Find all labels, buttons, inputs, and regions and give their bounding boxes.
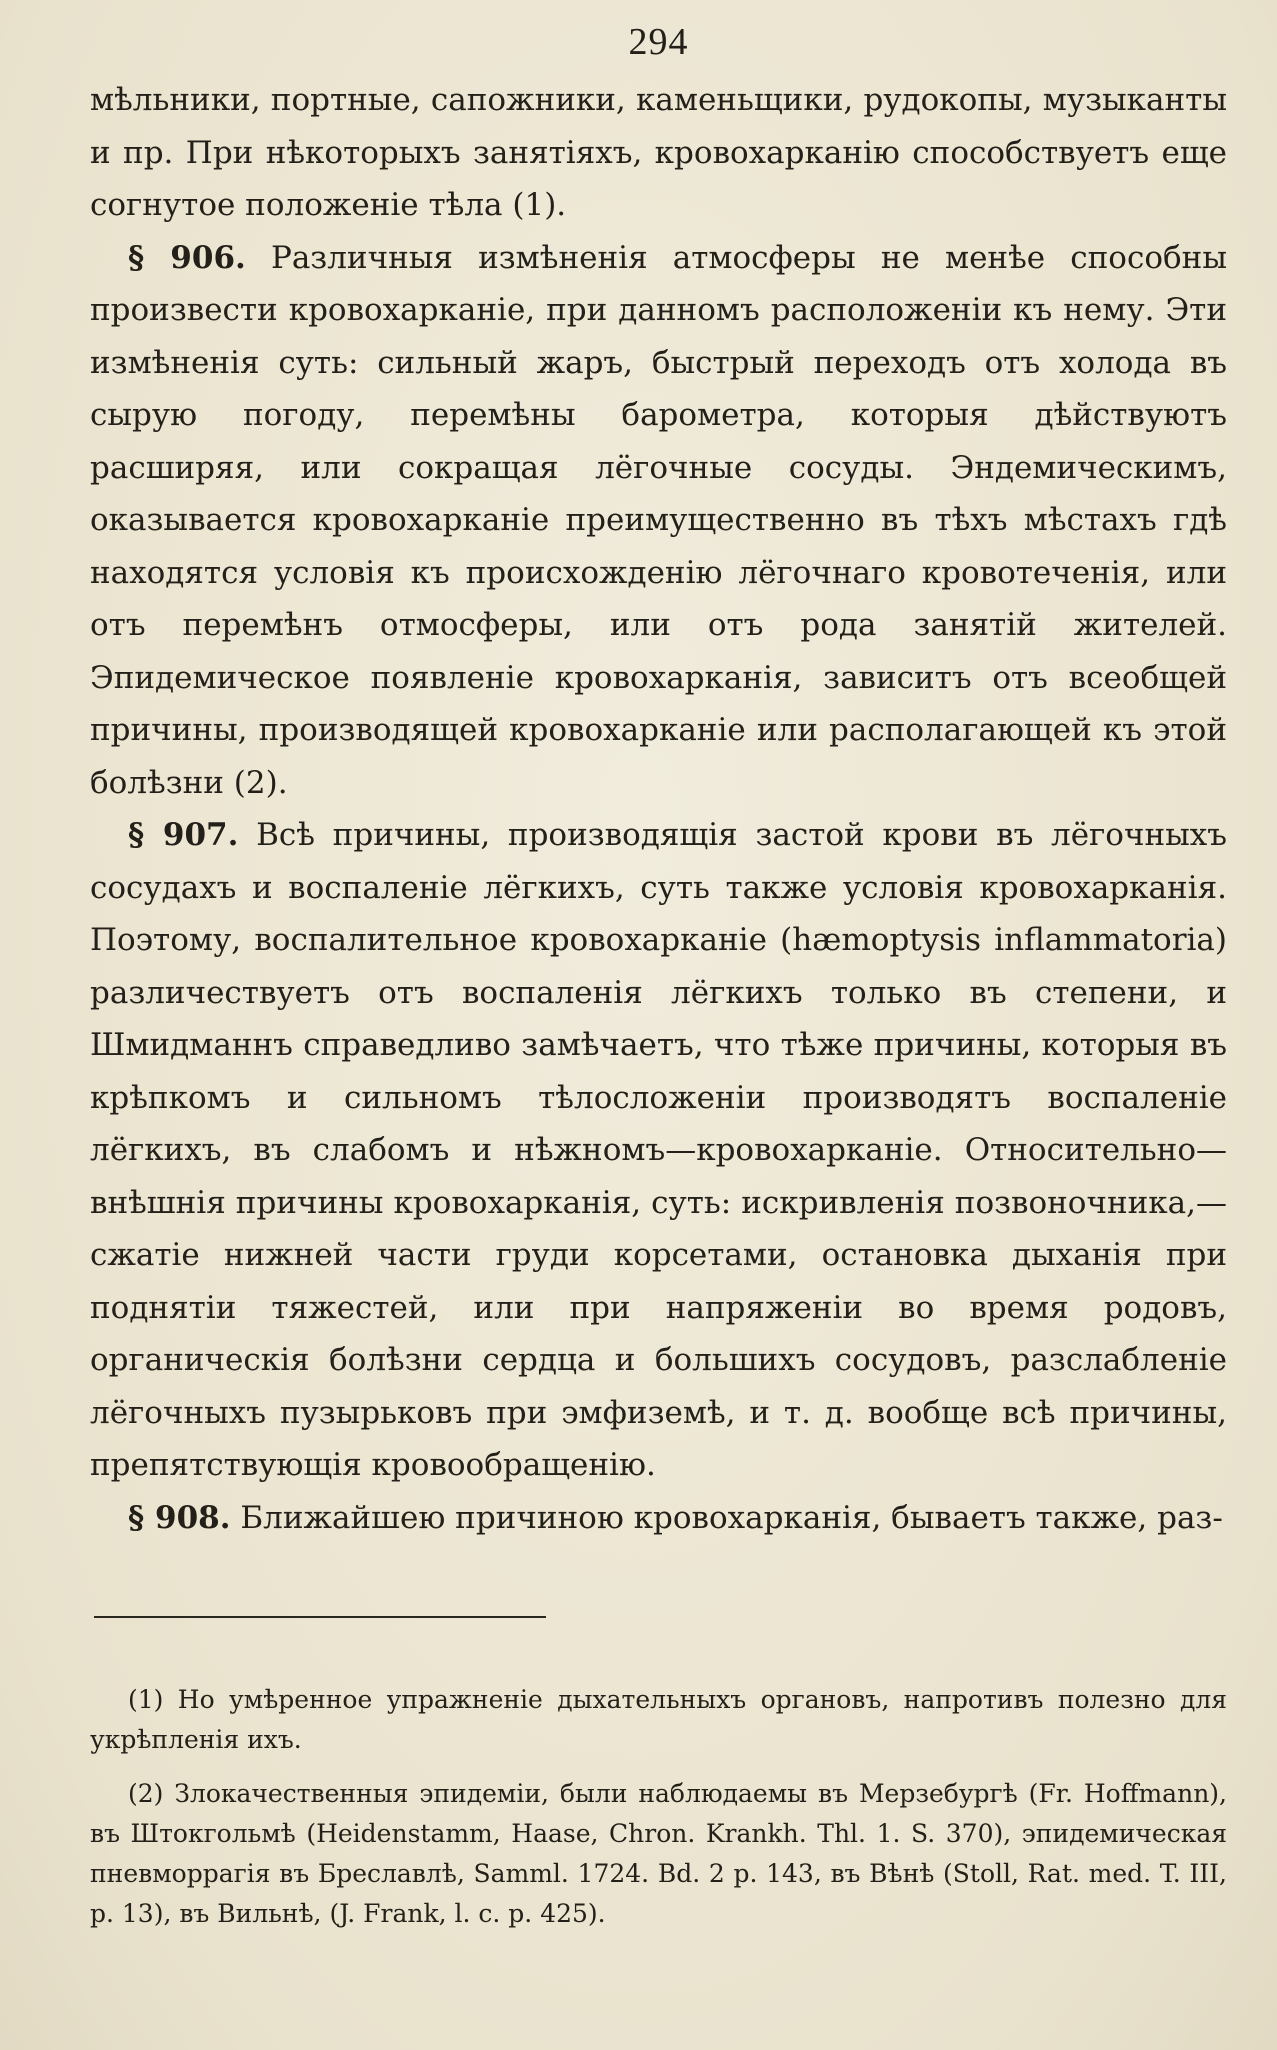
footnote-1: (1) Но умѣренное упражненіе дыхательныхъ органовъ, напротивъ полезно для укрѣпленія ихъ. [90, 1685, 1227, 1754]
footnote-divider [94, 1616, 546, 1618]
paragraph-text: Ближайшею причиною кровохарканія, бываетъ также, раз- [240, 1499, 1223, 1536]
paragraph-906 [90, 232, 1227, 810]
footnotes [90, 1680, 1227, 1934]
body-text [90, 74, 1227, 1544]
paragraph-text: Всѣ причины, производящія застой крови въ лёгочныхъ сосудахъ и воспаленіе лёгкихъ, суть также условія кровохарканія. Поэтому, воспалительное кровохарканіе (hæmoptysis inflammatoria) различествуетъ отъ воспаленія лёгкихъ только въ степени, и Шмидманнъ справедливо замѣчаетъ, что тѣже причины, которыя въ крѣпкомъ и сильномъ тѣлосложеніи производятъ воспаленіе лёгкихъ, въ слабомъ и нѣжномъ—кровохарканіе. Относительно—внѣшнія причины кровохарканія, суть: искривленія позвоночника,— сжатіе нижней части груди корсетами, остановка дыханія при поднятіи тяжестей, или при напряженіи во время родовъ, органическія болѣзни сердца и большихъ сосудовъ, разслабленіе лёгочныхъ пузырьковъ при эмфиземѣ, и т. д. вообще всѣ причины, препятствующія кровообращенію. [90, 817, 1227, 1483]
section-number: § 906. [128, 239, 246, 276]
page-number: 294 [628, 21, 689, 63]
footnote-2: (2) Злокачественныя эпидеміи, были наблюдаемы въ Мерзебургѣ (Fr. Hoffmann), въ Штокгольмѣ (Heidenstamm, Haase, Chron. Krankh. Thl. 1. S. 370), эпидемическая пневморрагія въ Бреславлѣ, Samml. 1724. Bd. 2 p. 143, въ Вѣнѣ (Stoll, Rat. med. T. III, p. 13), въ Вильнѣ, (J. Frank, l. c. p. 425). [90, 1779, 1227, 1928]
paragraph-continued: мѣльники, портные, сапожники, каменьщики, рудокопы, музыканты и пр. При нѣкоторыхъ занятіяхъ, кровохарканію способствуетъ еще согнутое положеніе тѣла (1). [90, 82, 1227, 223]
section-number: § 907. [128, 817, 239, 853]
paragraph-908 [90, 1492, 1227, 1545]
paragraph-907 [90, 809, 1227, 1492]
section-number: § 908. [128, 1499, 231, 1536]
paragraph-text: Различныя измѣненія атмосферы не менѣе способны произвести кровохарканіе, при данномъ расположеніи къ нему. Эти измѣненія суть: сильный жаръ, быстрый переходъ отъ холода въ сырую погоду, перемѣны барометра, которыя дѣйствуютъ расширяя, или сокращая лёгочные сосуды. Эндемическимъ, оказывается кровохарканіе преимущественно въ тѣхъ мѣстахъ гдѣ находятся условія къ происхожденію лёгочнаго кровотеченія, или отъ перемѣнъ отмосферы, или отъ рода занятій жителей. Эпидемическое появленіе кровохарканія, зависитъ отъ всеобщей причины, производящей кровохарканіе или располагающей къ этой болѣзни (2). [90, 239, 1227, 801]
